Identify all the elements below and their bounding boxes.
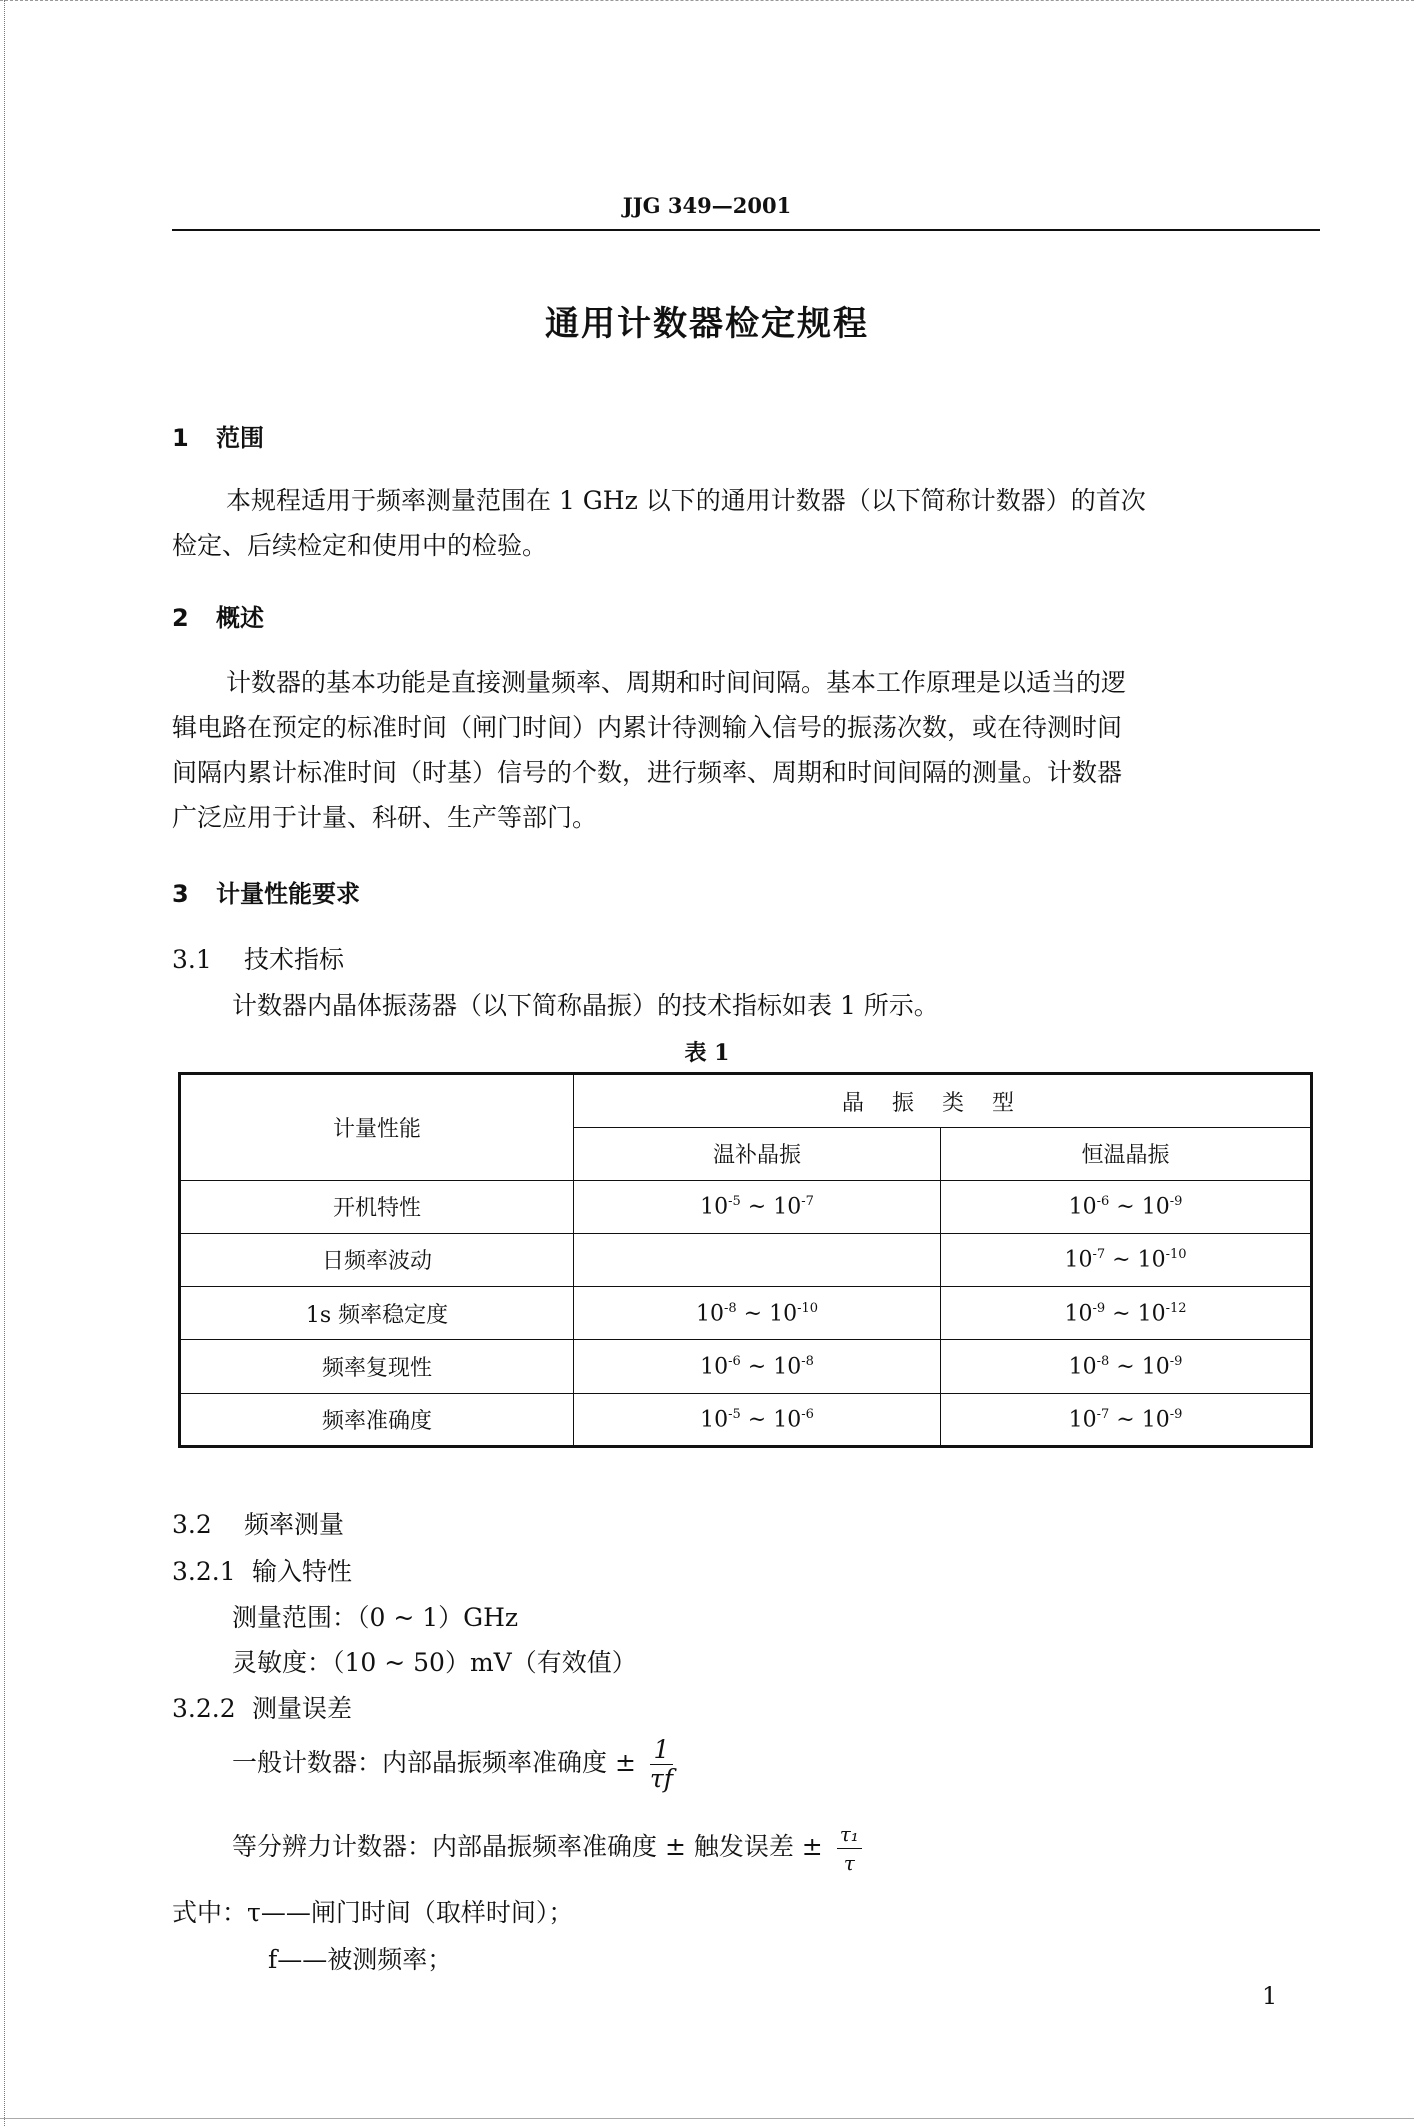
formula-text: 等分辨力计数器：内部晶振频率准确度 ± 触发误差 ± [232, 1832, 823, 1861]
section-3-2-2-heading [172, 1689, 352, 1725]
section-3-2-heading [172, 1505, 344, 1541]
value-cell-b [941, 1287, 1312, 1340]
fraction-numerator: 1 [650, 1736, 673, 1765]
range-separator: ~ [736, 1300, 770, 1326]
header-group-label: 晶振类型 [842, 1090, 1043, 1116]
range-low-exponent: -8 [1096, 1353, 1110, 1369]
range-low-exponent: -6 [1096, 1194, 1110, 1210]
table-row [180, 1233, 1312, 1286]
section-number: 2 [172, 604, 189, 632]
range-high-exponent: -9 [1169, 1194, 1183, 1210]
section-3-2-1-heading [172, 1552, 352, 1588]
range-high-base: 10 [1141, 1194, 1170, 1220]
range-low-base: 10 [1064, 1247, 1093, 1273]
range-high-base: 10 [769, 1300, 798, 1326]
section-title: 计量性能要求 [216, 880, 360, 908]
range-high-base: 10 [773, 1407, 802, 1432]
page-number: 1 [1262, 1982, 1278, 2010]
value-cell-a [574, 1180, 941, 1233]
range-low-base: 10 [700, 1407, 729, 1432]
paragraph-line: 间隔内累计标准时间（时基）信号的个数，进行频率、周期和时间间隔的测量。计数器 [172, 758, 1123, 787]
section-3-1-text: 计数器内晶体振荡器（以下简称晶振）的技术指标如表 1 所示。 [232, 991, 939, 1020]
fraction [650, 1736, 673, 1793]
paragraph-line: 本规程适用于频率测量范围在 1 GHz 以下的通用计数器（以下简称计数器）的首次 [226, 486, 1146, 515]
section-1-paragraph [172, 478, 1320, 568]
general-counter-formula [232, 1736, 673, 1793]
range-low-exponent: -7 [1096, 1406, 1110, 1422]
fraction-denominator: τf [649, 1764, 673, 1793]
where-f: f——被测频率； [268, 1945, 453, 1974]
fraction [837, 1820, 862, 1877]
section-number: 1 [172, 424, 189, 452]
formula-text: 一般计数器：内部晶振频率准确度 ± [232, 1748, 636, 1777]
row-label: 日频率波动 [180, 1233, 574, 1286]
range-high-base: 10 [773, 1194, 802, 1220]
range-low-base: 10 [1068, 1194, 1097, 1220]
measurement-range: 测量范围：（0 ~ 1）GHz [232, 1603, 519, 1632]
paragraph-line: 辑电路在预定的标准时间（闸门时间）内累计待测输入信号的振荡次数，或在待测时间 [172, 713, 1123, 742]
section-number: 3.1 [172, 945, 212, 974]
section-number: 3.2 [172, 1510, 212, 1539]
section-title: 技术指标 [244, 945, 345, 974]
range-high-base: 10 [1141, 1354, 1170, 1380]
table-header-col-b: 恒温晶振 [941, 1128, 1312, 1180]
range-low-base: 10 [1068, 1354, 1097, 1380]
value-cell-b [941, 1233, 1312, 1286]
paragraph-line: 计数器的基本功能是直接测量频率、周期和时间间隔。基本工作原理是以适当的逻 [226, 668, 1127, 697]
range-low-base: 10 [700, 1194, 729, 1220]
standard-code: JJG 349—2001 [622, 193, 792, 218]
section-title: 频率测量 [244, 1510, 345, 1539]
sensitivity: 灵敏度：（10 ~ 50）mV（有效值） [232, 1648, 637, 1677]
table-header-col-a: 温补晶振 [574, 1128, 941, 1180]
row-label: 频率复现性 [180, 1340, 574, 1393]
range-low-exponent: -5 [728, 1194, 741, 1210]
range-separator: ~ [740, 1194, 774, 1220]
section-3-heading [172, 874, 360, 909]
range-low-exponent: -5 [728, 1406, 741, 1422]
where-tau-text: τ——闸门时间（取样时间）； [247, 1898, 574, 1927]
section-number: 3 [172, 880, 189, 908]
range-high-base: 10 [1141, 1407, 1170, 1432]
range-high-base: 10 [1137, 1300, 1166, 1326]
header-rule [172, 229, 1320, 231]
range-high-exponent: -9 [1169, 1353, 1183, 1369]
section-3-1-heading [172, 940, 344, 976]
range-high-exponent: -6 [801, 1406, 814, 1422]
value-cell-a [574, 1287, 941, 1340]
range-high-base: 10 [773, 1354, 802, 1380]
section-title: 输入特性 [252, 1557, 353, 1586]
equal-resolution-formula [232, 1820, 862, 1877]
range-separator: ~ [740, 1354, 774, 1380]
range-separator: ~ [1105, 1247, 1138, 1273]
section-2-heading [172, 598, 264, 633]
section-title: 概述 [216, 604, 264, 632]
range-high-exponent: -7 [801, 1194, 814, 1210]
range-low-base: 10 [695, 1300, 724, 1326]
spec-table [178, 1072, 1313, 1448]
value-cell-b [941, 1180, 1312, 1233]
value-cell-a [574, 1233, 941, 1286]
range-separator: ~ [1109, 1407, 1142, 1432]
range-low-exponent: -9 [1092, 1300, 1106, 1316]
value-cell-a [574, 1393, 941, 1446]
scan-top-edge [0, 0, 1414, 1]
range-low-exponent: -6 [728, 1353, 741, 1369]
range-high-base: 10 [1137, 1247, 1166, 1273]
table-row [180, 1340, 1312, 1393]
range-low-base: 10 [1064, 1300, 1093, 1326]
table-row [180, 1287, 1312, 1340]
range-separator: ~ [1105, 1300, 1138, 1326]
paragraph-line: 广泛应用于计量、科研、生产等部门。 [172, 803, 598, 832]
value-cell-a [574, 1340, 941, 1393]
range-low-exponent: -7 [1092, 1247, 1106, 1263]
table-row [180, 1180, 1312, 1233]
table-caption: 表 1 [684, 1040, 730, 1066]
range-low-base: 10 [700, 1354, 729, 1380]
range-low-base: 10 [1068, 1407, 1097, 1432]
section-title: 范围 [216, 424, 264, 452]
fraction-denominator: τ [843, 1851, 855, 1875]
fraction-numerator: τ₁ [837, 1820, 862, 1849]
range-high-exponent: -10 [797, 1300, 819, 1316]
range-separator: ~ [740, 1407, 774, 1432]
value-cell-b [941, 1340, 1312, 1393]
range-high-exponent: -9 [1169, 1406, 1183, 1422]
paragraph-line: 检定、后续检定和使用中的检验。 [172, 531, 548, 560]
document-title: 通用计数器检定规程 [545, 304, 869, 344]
range-high-exponent: -10 [1165, 1247, 1187, 1263]
scan-bottom-edge [0, 2118, 1414, 2119]
range-separator: ~ [1109, 1354, 1142, 1380]
table-row [180, 1393, 1312, 1446]
table-header-metric: 计量性能 [180, 1074, 574, 1181]
section-2-paragraph [172, 660, 1320, 840]
range-separator: ~ [1109, 1194, 1142, 1220]
value-cell-b [941, 1393, 1312, 1446]
section-title: 测量误差 [252, 1694, 353, 1723]
where-prefix: 式中： [172, 1898, 248, 1927]
table-header-group [574, 1074, 1312, 1128]
section-number: 3.2.2 [172, 1694, 236, 1723]
section-number: 3.2.1 [172, 1557, 236, 1586]
row-label: 开机特性 [180, 1180, 574, 1233]
range-high-exponent: -8 [801, 1353, 814, 1369]
where-tau [172, 1893, 573, 1929]
range-low-exponent: -8 [723, 1300, 737, 1316]
row-label: 频率准确度 [180, 1393, 574, 1446]
row-label: 1s 频率稳定度 [180, 1287, 574, 1340]
range-high-exponent: -12 [1165, 1300, 1187, 1316]
section-1-heading [172, 418, 264, 453]
